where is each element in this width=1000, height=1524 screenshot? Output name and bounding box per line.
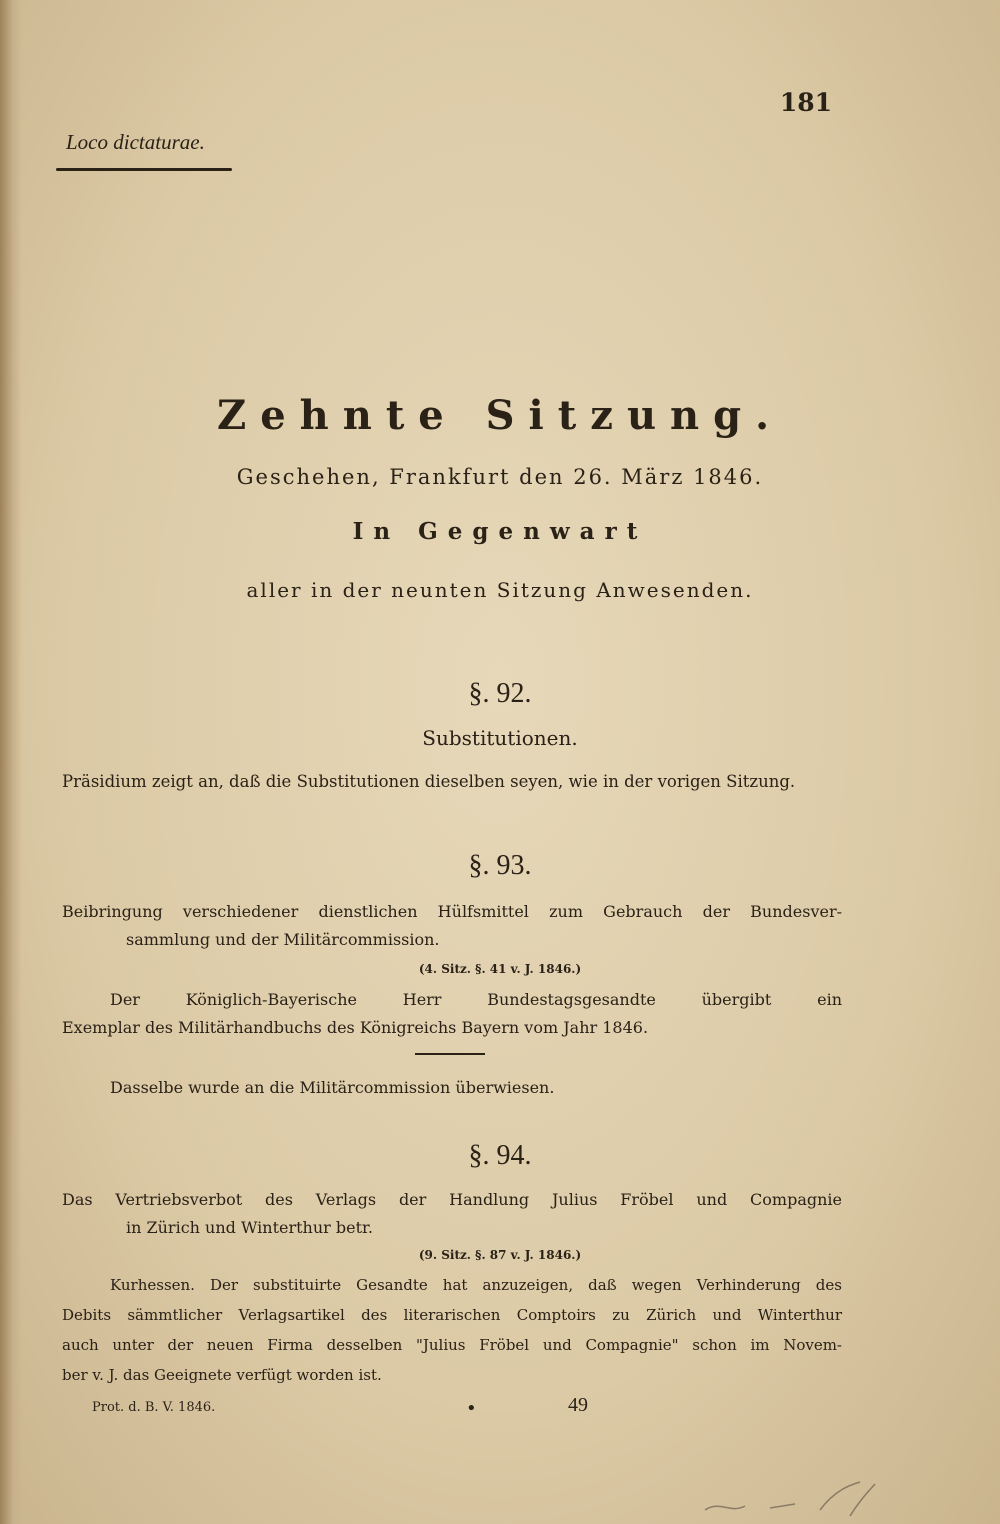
section-heading-line: sammlung und der Militärcommission. (126, 930, 440, 949)
section-number: §. 94. (468, 1140, 532, 1171)
section-heading-line: in Zürich und Winterthur betr. (126, 1218, 374, 1237)
section-number: §. 92. (468, 678, 532, 709)
section-heading: Substitutionen. (422, 726, 578, 750)
footer-reference: Prot. d. B. V. 1846. (92, 1400, 216, 1415)
body-line: Präsidium zeigt an, daß die Substitutionen dieselben seyen, wie in der vorigen Sitzung. (62, 772, 796, 791)
body-line: Debits sämmtlicher Verlagsartikel des literarischen Comptoirs zu Zürich und Winterthur (62, 1306, 842, 1324)
page-number: 181 (779, 88, 832, 117)
pencil-mark-icon (700, 1480, 880, 1520)
body-line: auch unter der neuen Firma desselben "Julius Fröbel und Compagnie" schon im Novem- (62, 1336, 842, 1354)
session-date-line: Geschehen, Frankfurt den 26. März 1846. (236, 465, 764, 489)
presence-heading: In Gegenwart (352, 518, 648, 545)
session-title: Zehnte Sitzung. (217, 392, 783, 439)
body-line: Kurhessen. Der substituirte Gesandte hat anzuzeigen, daß wegen Verhinderung des (110, 1276, 842, 1294)
section-heading-line: Beibringung verschiedener dienstlichen Hülfsmittel zum Gebrauch der Bundesver- (62, 902, 842, 921)
section-heading-line: Das Vertriebsverbot des Verlags der Handlung Julius Fröbel und Compagnie (62, 1190, 842, 1209)
attendees-line: aller in der neunten Sitzung Anwesenden. (246, 578, 754, 602)
body-line: Der Königlich-Bayerische Herr Bundestagsgesandte übergibt ein (110, 990, 842, 1009)
body-line: Dasselbe wurde an die Militärcommission überwiesen. (110, 1078, 555, 1097)
page-binding-edge (0, 0, 22, 1524)
body-line: Exemplar des Militärhandbuchs des Königreichs Bayern vom Jahr 1846. (62, 1018, 649, 1037)
section-number: §. 93. (468, 850, 532, 881)
section-reference: (4. Sitz. §. 41 v. J. 1846.) (418, 962, 582, 976)
footer-dot: • (466, 1398, 477, 1419)
section-divider (415, 1053, 485, 1055)
margin-note: Loco dictaturae. (66, 130, 205, 154)
margin-note-rule (56, 168, 232, 171)
section-reference: (9. Sitz. §. 87 v. J. 1846.) (418, 1248, 582, 1262)
signature-number: 49 (568, 1394, 588, 1416)
body-line: ber v. J. das Geeignete verfügt worden ist. (62, 1366, 382, 1384)
